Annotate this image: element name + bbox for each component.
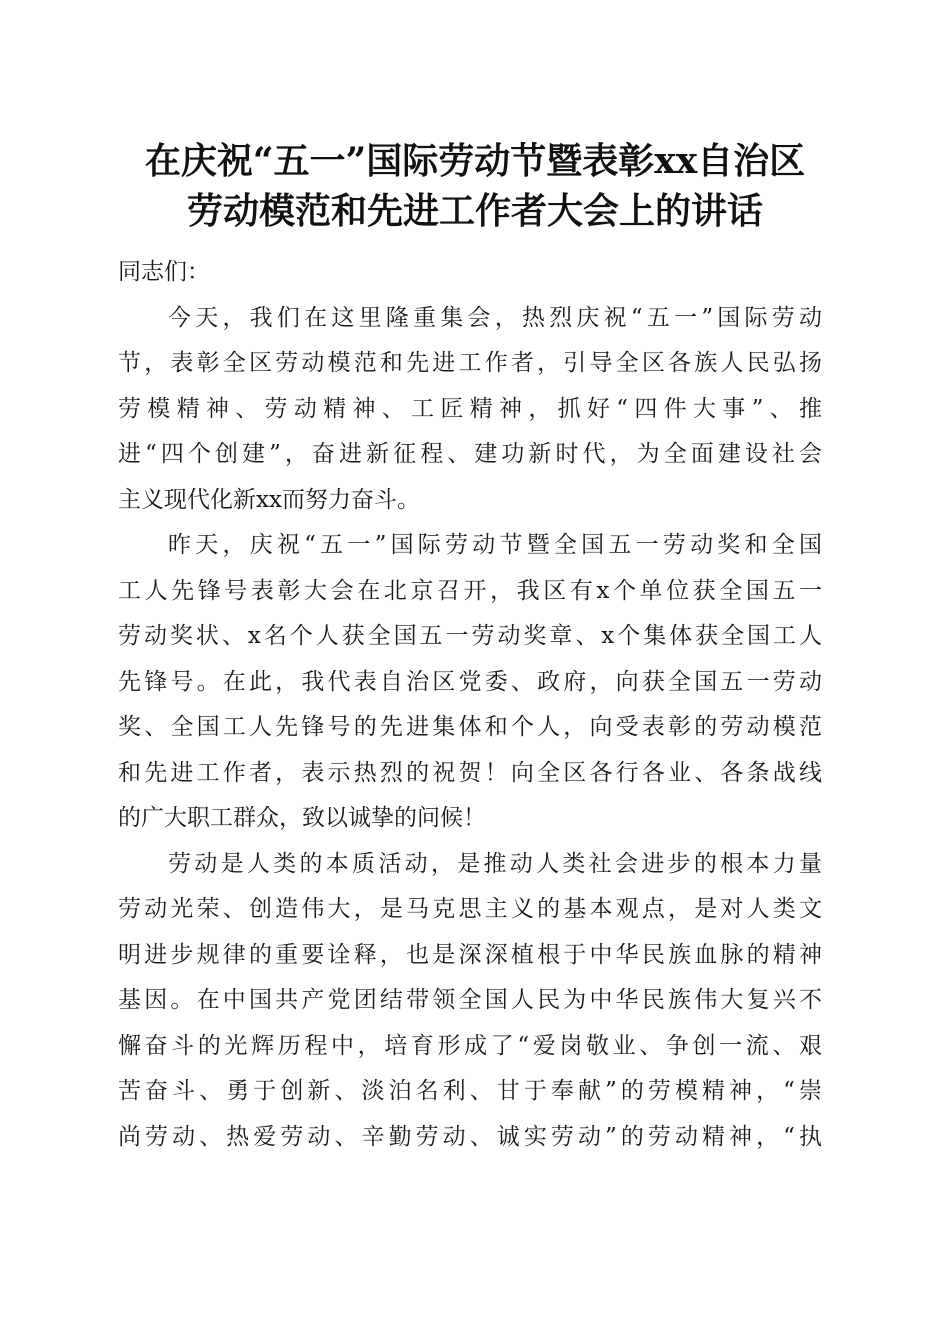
paragraph-3-line-3: 明进步规律的重要诠释，也是深深植根于中华民族血脉的精神 [118,941,822,968]
paragraph-2-line-7: 的广大职工群众，致以诚挚的问候！ [118,805,486,831]
document-body [118,250,822,1160]
paragraph-1-line-4: 进“四个创建”，奋进新征程、建功新时代，为全面建设社会 [118,441,822,467]
paragraph-3-line-6: 苦奋斗、勇于创新、淡泊名利、甘于奉献”的劳模精神，“崇 [118,1078,822,1104]
paragraph-2-line-6: 和先进工作者，表示热烈的祝贺！向全区各行各业、各条战线 [118,759,822,786]
paragraph-3-line-5: 懈奋斗的光辉历程中，培育形成了“爱岗敬业、争创一流、艰 [118,1032,822,1059]
paragraph-1-line-5: 主义现代化新xx而努力奋斗。 [118,486,420,513]
paragraph-2-line-4: 先锋号。在此，我代表自治区党委、政府，向获全国五一劳动 [118,668,822,695]
paragraph-1-line-3: 劳模精神、劳动精神、工匠精神，抓好“四件大事”、推 [118,395,822,422]
paragraph-1-line-2: 节，表彰全区劳动模范和先进工作者，引导全区各族人民弘扬 [118,350,822,376]
paragraph-1-line-1: 今天，我们在这里隆重集会，热烈庆祝“五一”国际劳动 [168,304,822,331]
paragraph-3-line-4: 基因。在中国共产党团结带领全国人民为中华民族伟大复兴不 [118,987,822,1013]
paragraph-2-line-2: 工人先锋号表彰大会在北京召开，我区有x个单位获全国五一 [118,577,822,604]
paragraph-2-line-5: 奖、全国工人先锋号的先进集体和个人，向受表彰的劳动模范 [118,714,822,740]
paragraph-2-line-1: 昨天，庆祝“五一”国际劳动节暨全国五一劳动奖和全国 [168,532,822,558]
paragraph-3-line-1: 劳动是人类的本质活动，是推动人类社会进步的根本力量 [168,850,822,877]
title-line-2: 劳动模范和先进工作者大会上的讲话 [186,190,763,232]
greeting: 同志们： [118,259,210,285]
title-line-1: 在庆祝“五一”国际劳动节暨表彰xx自治区 [144,140,806,182]
paragraph-2-line-3: 劳动奖状、x名个人获全国五一劳动奖章、x个集体获全国工人 [118,623,822,649]
document-title [100,136,850,236]
paragraph-3-line-2: 劳动光荣、创造伟大，是马克思主义的基本观点，是对人类文 [118,896,822,922]
paragraph-3-line-7: 尚劳动、热爱劳动、辛勤劳动、诚实劳动”的劳动精神，“执 [118,1123,822,1150]
